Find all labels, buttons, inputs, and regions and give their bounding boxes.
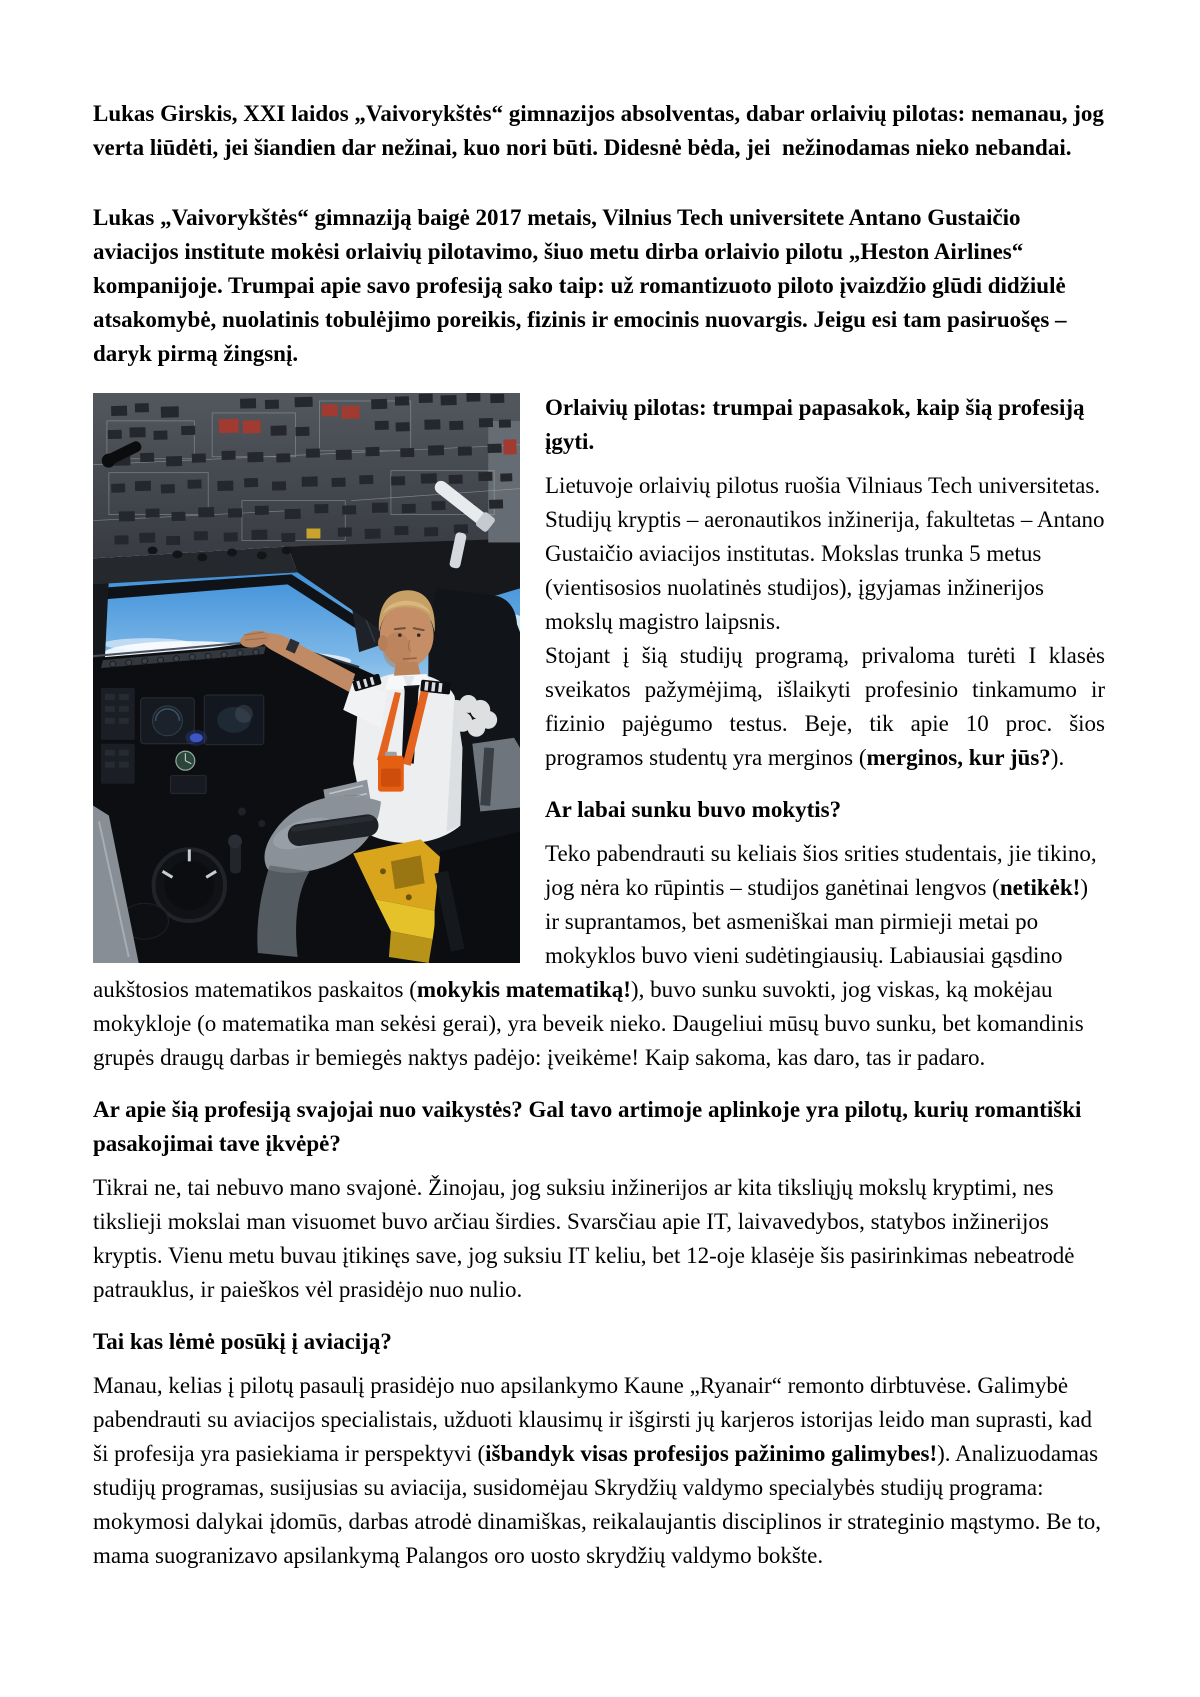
question-heading-2: Ar labai sunku buvo mokytis? [545, 797, 842, 822]
question-heading-4: Tai kas lėmė posūkį į aviaciją? [93, 1329, 392, 1354]
cockpit-photo-illustration [93, 393, 520, 963]
document-page [93, 97, 1110, 1573]
cockpit-pilot-photo [93, 393, 520, 963]
bio-paragraph: Lukas „Vaivorykštės“ gimnaziją baigė 2017 metais, Vilnius Tech universitete Antano Gustaičio aviacijos institute mokėsi orlaivių pilotavimo, šiuo metu dirba orlaivio pilotu „Heston Airlines“ kompanijoje. Trumpai apie savo profesiją sako taip: už romantizuoto piloto įvaizdžio glūdi didžiulė atsakomybė, nuolatinis tobulėjimo poreikis, fizinis ir emocinis nuovargis. Jeigu esi tam pasiruošęs – daryk pirmą žingsnį. [93, 205, 1067, 366]
answer-1-part-1: Lietuvoje orlaivių pilotus ruošia Vilniaus Tech universitetas. Studijų kryptis – aeronautikos inžinerija, fakultetas – Antano Gustaičio aviacijos institutas. Mokslas trunka 5 metus (vientisosios nuolatinės studijos), įgyjamas inžinerijos mokslų magistro laipsnis. [545, 473, 1105, 634]
question-heading-3: Ar apie šią profesiją svajojai nuo vaikystės? Gal tavo artimoje aplinkoje yra pilotų, kurių romantiški pasakojimai tave įkvėpė? [93, 1097, 1082, 1156]
answer-2: Teko pabendrauti su keliais šios srities studentais, jie tikino, jog nėra ko rūpintis – studijos ganėtinai lengvos (netikėk!) ir suprantamos, bet asmeniškai man pirmieji metai po mokyklos buvo vieni sudėtingiausių. Labiausiai gąsdino aukštosios matematikos paskaitos (mokykis matematiką!), buvo sunku suvokti, jog viskas, ką mokėjau mokykloje (o matematika man sekėsi gerai), yra beveik nieko. Daugeliui mūsų buvo sunku, bet komandinis grupės draugų darbas ir bemiegės naktys padėjo: įveikėme! Kaip sakoma, kas daro, tas ir padaro. [93, 841, 1097, 1070]
article-body [93, 391, 1105, 1573]
answer-4: Manau, kelias į pilotų pasaulį prasidėjo nuo apsilankymo Kaune „Ryanair“ remonto dirbtuvėse. Galimybė pabendrauti su aviacijos specialistais, užduoti klausimų ir išgirsti jų karjeros istorijas leido man suprasti, kad ši profesija yra pasiekiama ir perspektyvi (išbandyk visas profesijos pažinimo galimybes!). Analizuodamas studijų programas, susijusias su aviacija, susidomėjau Skrydžių valdymo specialybės studijų programa: mokymosi dalykai įdomūs, darbas atrodė dinamiškas, reikalaujantis disciplinos ir strateginio mąstymo. Be to, mama suogranizavo apsilankymą Palangos oro uosto skrydžių valdymo bokšte. [93, 1373, 1102, 1568]
answer-1-part-2: Stojant į šią studijų programą, privaloma turėti I klasės sveikatos pažymėjimą, išlaikyti profesinio tinkamumo ir fizinio pajėgumo testus. Beje, tik apie 10 proc. šios programos studentų yra merginos (merginos, kur jūs?). [545, 643, 1105, 770]
question-heading-1: Orlaivių pilotas: trumpai papasakok, kaip šią profesiją įgyti. [545, 395, 1085, 454]
intro-paragraph: Lukas Girskis, XXI laidos „Vaivorykštės“ gimnazijos absolventas, dabar orlaivių pilotas: nemanau, jog verta liūdėti, jei šiandien dar nežinai, kuo nori būti. Didesnė bėda, jei nežinodamas nieko nebandai. [93, 101, 1110, 160]
answer-3: Tikrai ne, tai nebuvo mano svajonė. Žinojau, jog suksiu inžinerijos ar kita tiksliųjų mokslų kryptimi, nes tikslieji mokslai man visuomet buvo arčiau širdies. Svarsčiau apie IT, laivavedybos, statybos inžinerijos kryptis. Vienu metu buvau įtikinęs save, jog suksiu IT keliu, bet 12-oje klasėje šis pasirinkimas nebeatrodė patrauklus, ir paieškos vėl prasidėjo nuo nulio. [93, 1175, 1075, 1302]
